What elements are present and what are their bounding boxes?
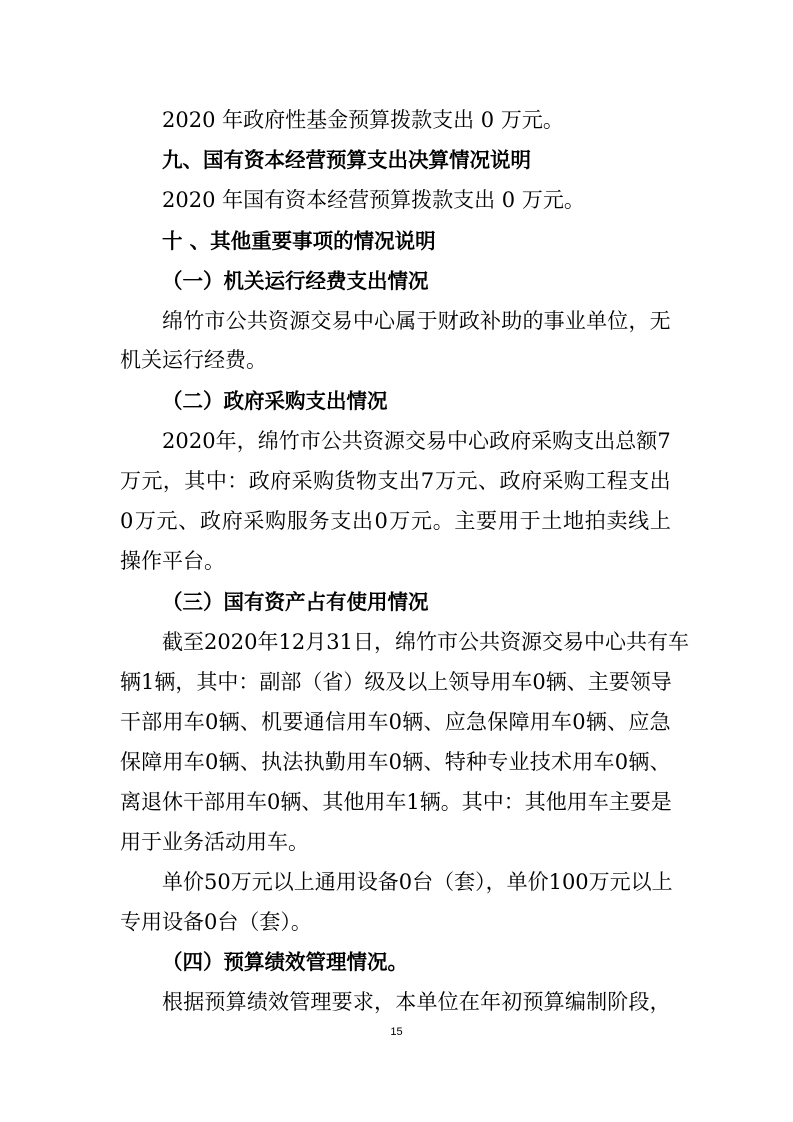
text-line-19: 用于业务活动用车。 xyxy=(120,830,309,854)
subheading-2: （二）政府采购支出情况 xyxy=(162,389,388,413)
text-line-18: 离 退 休 干 部 用 车 0 辆 、 其 他 用 车 1 辆 。 其 中 ： 其 他 用 车 主 要 是 xyxy=(120,790,672,814)
section-heading-10: 十 、其他重要事项的情况说明 xyxy=(162,229,436,253)
text-line-21: 专用设备0台（套）。 xyxy=(120,910,312,934)
text-line-12: 操作平台。 xyxy=(120,549,225,573)
page-number: 15 xyxy=(390,1026,403,1038)
text-line-1: 2020 年政府性基金预算拨款支出 0 万元。 xyxy=(162,108,564,132)
text-line-10: 万 元 ， 其 中 ： 政 府 采 购 货 物 支 出 7 万 元 、 政 府 采 购 工 程 支 出 xyxy=(120,469,671,493)
subheading-1: （一）机关运行经费支出情况 xyxy=(162,269,429,293)
text-line-3: 2020 年国有资本经营预算拨款支出 0 万元。 xyxy=(162,188,585,212)
text-line-20: 单价50万元以上通用设备0台（套），单价100万元以上 xyxy=(162,870,673,894)
text-line-9: 2 0 2 0 年 ， 绵 竹 市 公 共 资 源 交 易 中 心 政 府 采 购 支 出 总 额 7 xyxy=(162,429,671,453)
text-line-14: 截 至 2 0 2 0 年 1 2 月 3 1 日 ， 绵 竹 市 公 共 资 源 交 易 中 心 共 有 车 xyxy=(162,630,689,654)
text-line-23: 根 据 预 算 绩 效 管 理 要 求 ， 本 单 位 在 年 初 预 算 编 制 阶 段 ， xyxy=(162,990,671,1014)
text-line-17: 保 障 用 车 0 辆 、 执 法 执 勤 用 车 0 辆 、 特 种 专 业 技 术 用 车 0 辆 、 xyxy=(120,750,671,774)
section-heading-9: 九、国有资本经营预算支出决算情况说明 xyxy=(162,148,531,172)
subheading-4: （四）预算绩效管理情况。 xyxy=(162,950,408,974)
subheading-3: （三）国有资产占有使用情况 xyxy=(162,590,429,614)
text-line-16: 干 部 用 车 0 辆 、 机 要 通 信 用 车 0 辆 、 应 急 保 障 用 车 0 辆 、 应 急 xyxy=(120,710,671,734)
text-line-11: 0 万 元 、 政 府 采 购 服 务 支 出 0 万 元 。 主 要 用 于 土 地 拍 卖 线 上 xyxy=(120,509,671,533)
text-line-15: 辆 1 辆 ， 其 中 ： 副 部 （ 省 ） 级 及 以 上 领 导 用 车 0 辆 、 主 要 领 导 xyxy=(120,670,672,694)
text-line-7: 机关运行经费。 xyxy=(120,348,267,372)
text-line-6: 绵 竹 市 公 共 资 源 交 易 中 心 属 于 财 政 补 助 的 事 业 单 位 ， 无 xyxy=(162,309,671,333)
